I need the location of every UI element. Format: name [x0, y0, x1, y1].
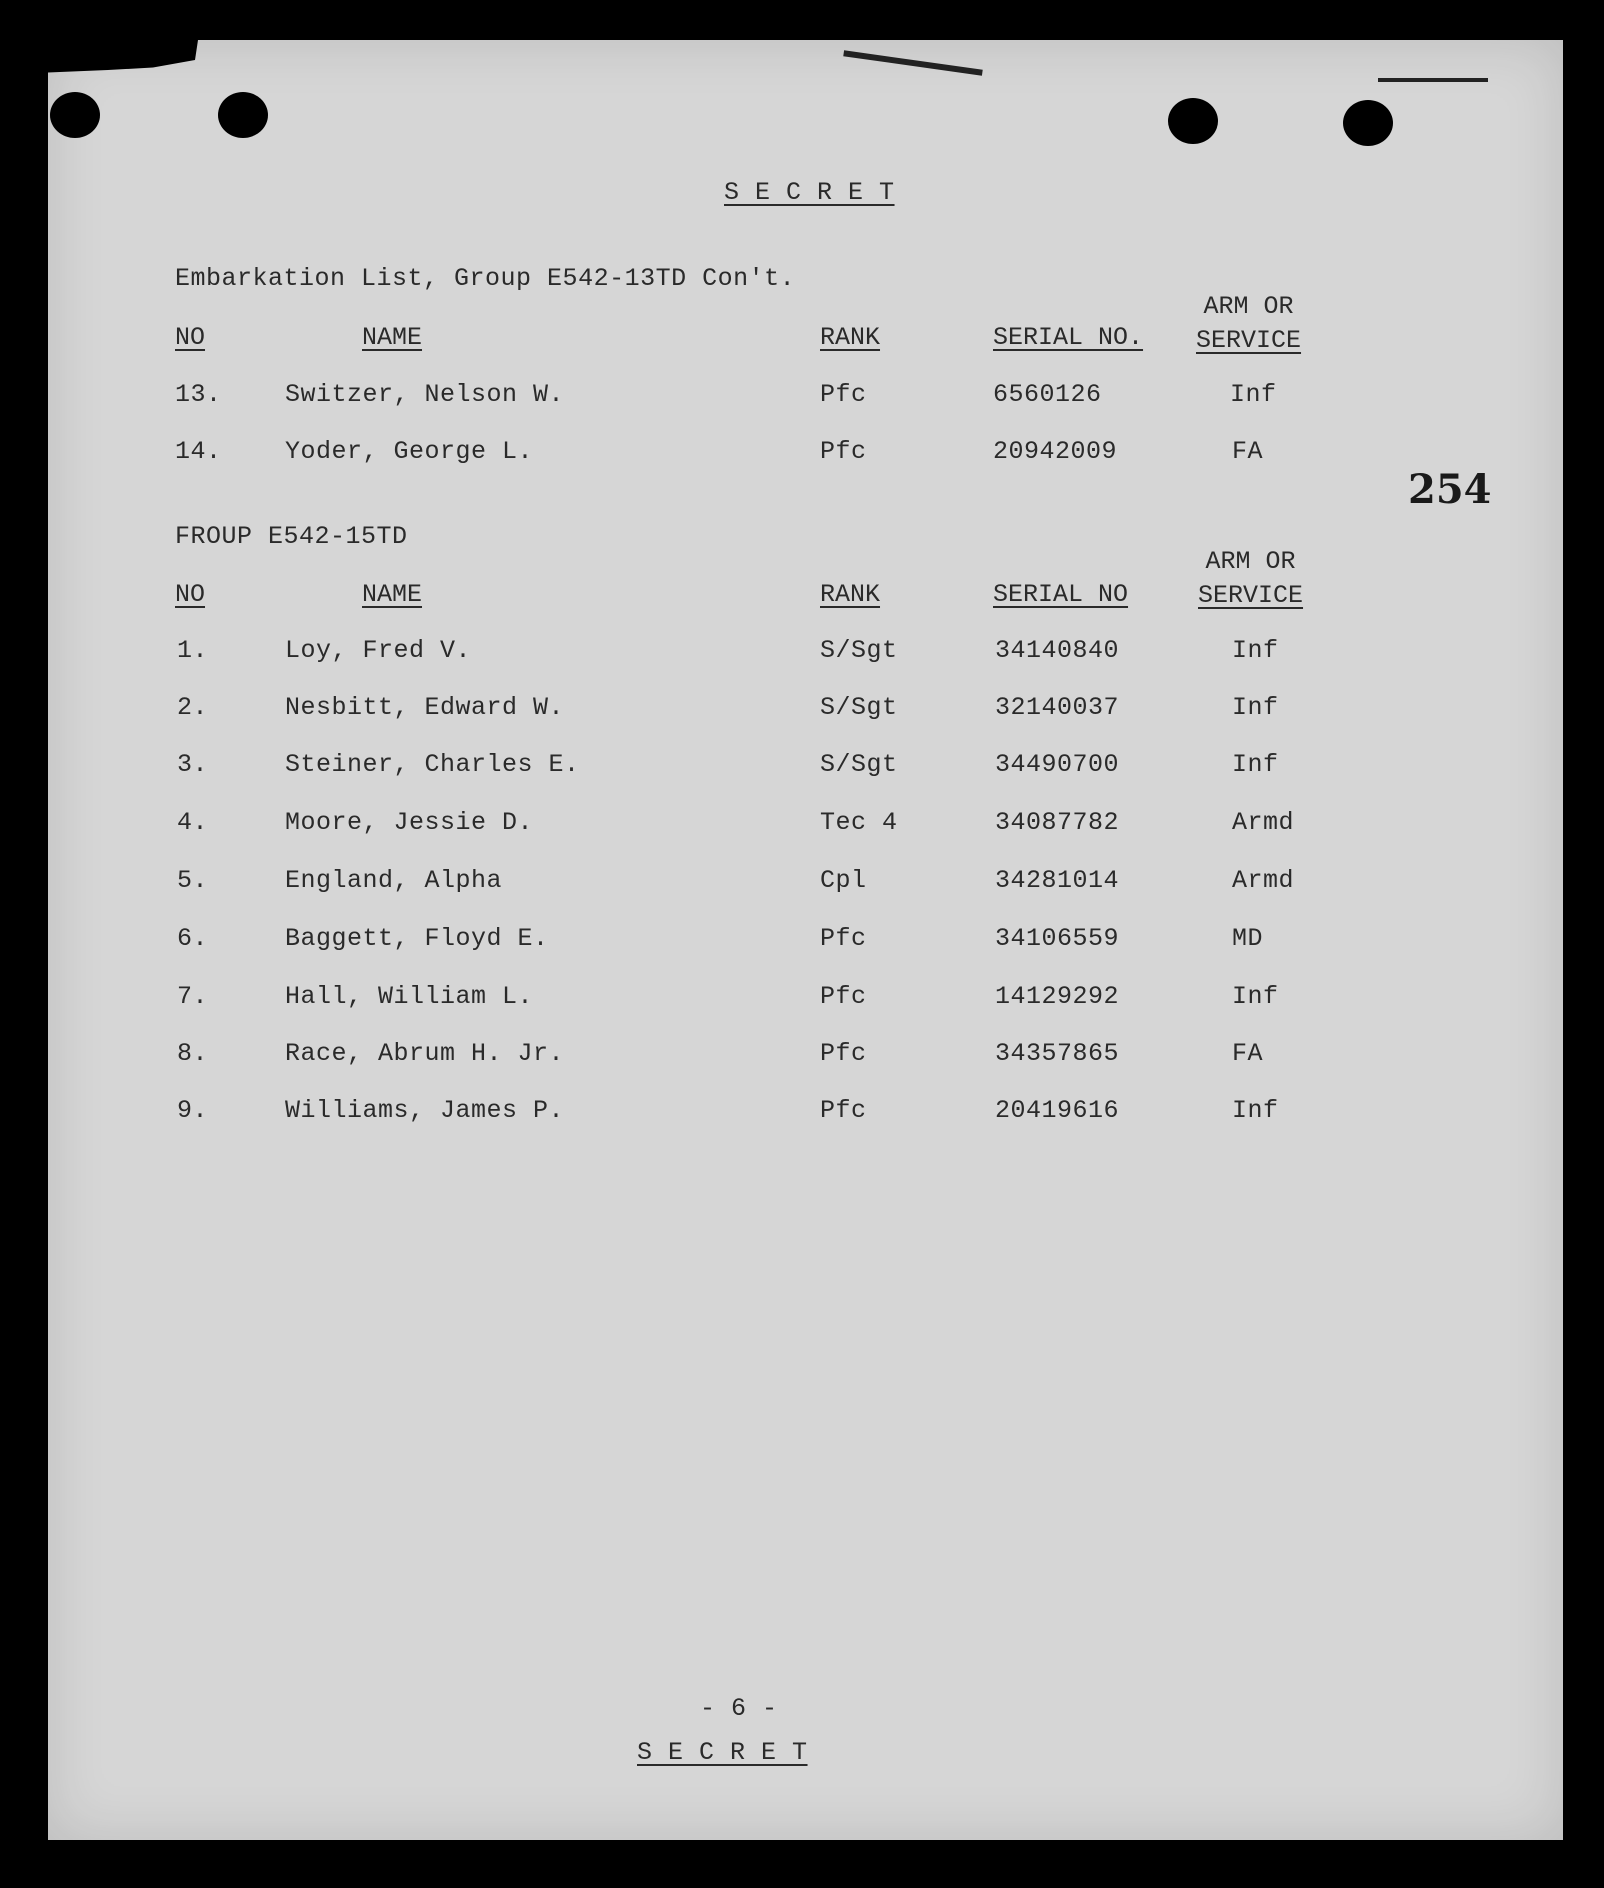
page-number: - 6 - — [700, 1694, 778, 1723]
row-arm: Inf — [1232, 693, 1279, 722]
col-header-arm — [1198, 545, 1303, 613]
row-no: 5. — [177, 866, 209, 895]
row-name: Hall, William L. — [285, 982, 534, 1011]
row-arm: FA — [1232, 1039, 1264, 1068]
row-no: 4. — [177, 808, 209, 837]
col-header-no: NO — [175, 580, 206, 609]
punch-hole — [1343, 100, 1393, 146]
punch-hole — [1168, 98, 1218, 144]
row-name: England, Alpha — [285, 866, 503, 895]
row-rank: Pfc — [820, 437, 867, 466]
row-name: Loy, Fred V. — [285, 636, 472, 665]
row-arm: Inf — [1232, 1096, 1279, 1125]
row-serial: 34140840 — [995, 636, 1120, 665]
row-arm: FA — [1232, 437, 1264, 466]
row-no: 6. — [177, 924, 209, 953]
row-serial: 20419616 — [995, 1096, 1120, 1125]
row-arm: Armd — [1232, 866, 1295, 895]
row-arm: Inf — [1232, 636, 1279, 665]
torn-corner — [48, 40, 198, 90]
row-name: Race, Abrum H. Jr. — [285, 1039, 565, 1068]
row-no: 1. — [177, 636, 209, 665]
document-page — [48, 40, 1563, 1840]
row-name: Baggett, Floyd E. — [285, 924, 549, 953]
row-arm: Inf — [1232, 982, 1279, 1011]
row-rank: Pfc — [820, 924, 867, 953]
ink-smudge — [1378, 78, 1488, 82]
classification-bottom: S E C R E T — [637, 1738, 808, 1767]
row-arm: Inf — [1232, 750, 1279, 779]
group-title: FROUP E542-15TD — [175, 522, 408, 551]
row-arm: Inf — [1230, 380, 1277, 409]
row-rank: S/Sgt — [820, 693, 898, 722]
col-header-name: NAME — [362, 580, 423, 609]
col-header-serial: SERIAL NO. — [993, 323, 1144, 352]
row-serial: 14129292 — [995, 982, 1120, 1011]
col-header-arm-line2: SERVICE — [1196, 326, 1302, 355]
ink-smudge — [843, 50, 982, 75]
row-no: 9. — [177, 1096, 209, 1125]
punch-hole — [218, 92, 268, 138]
row-arm: MD — [1232, 924, 1264, 953]
row-rank: Pfc — [820, 1096, 867, 1125]
row-rank: Pfc — [820, 380, 867, 409]
row-arm: Armd — [1232, 808, 1295, 837]
row-rank: Cpl — [820, 866, 867, 895]
row-rank: S/Sgt — [820, 636, 898, 665]
row-serial: 34106559 — [995, 924, 1120, 953]
row-serial: 34281014 — [995, 866, 1120, 895]
row-no: 2. — [177, 693, 209, 722]
row-name: Moore, Jessie D. — [285, 808, 534, 837]
punch-hole — [50, 92, 100, 138]
row-serial: 34357865 — [995, 1039, 1120, 1068]
row-name: Switzer, Nelson W. — [285, 380, 565, 409]
row-serial: 20942009 — [993, 437, 1118, 466]
row-name: Williams, James P. — [285, 1096, 565, 1125]
row-name: Steiner, Charles E. — [285, 750, 580, 779]
row-serial: 32140037 — [995, 693, 1120, 722]
row-rank: S/Sgt — [820, 750, 898, 779]
row-rank: Pfc — [820, 1039, 867, 1068]
col-header-arm-line2: SERVICE — [1198, 581, 1304, 610]
col-header-rank: RANK — [820, 323, 881, 352]
row-no: 8. — [177, 1039, 209, 1068]
col-header-no: NO — [175, 323, 206, 352]
document-title: Embarkation List, Group E542-13TD Con't. — [175, 264, 796, 293]
classification-top: S E C R E T — [724, 178, 895, 207]
row-serial: 6560126 — [993, 380, 1102, 409]
col-header-arm-line1: ARM OR — [1203, 292, 1294, 321]
row-no: 7. — [177, 982, 209, 1011]
row-no: 3. — [177, 750, 209, 779]
row-no: 13. — [175, 380, 222, 409]
row-serial: 34087782 — [995, 808, 1120, 837]
row-rank: Pfc — [820, 982, 867, 1011]
row-name: Yoder, George L. — [285, 437, 534, 466]
row-serial: 34490700 — [995, 750, 1120, 779]
page-stamp: 254 — [1408, 466, 1492, 513]
col-header-arm-line1: ARM OR — [1205, 547, 1296, 576]
row-no: 14. — [175, 437, 222, 466]
col-header-rank: RANK — [820, 580, 881, 609]
row-name: Nesbitt, Edward W. — [285, 693, 565, 722]
col-header-arm — [1196, 290, 1301, 358]
col-header-serial: SERIAL NO — [993, 580, 1129, 609]
row-rank: Tec 4 — [820, 808, 898, 837]
col-header-name: NAME — [362, 323, 423, 352]
